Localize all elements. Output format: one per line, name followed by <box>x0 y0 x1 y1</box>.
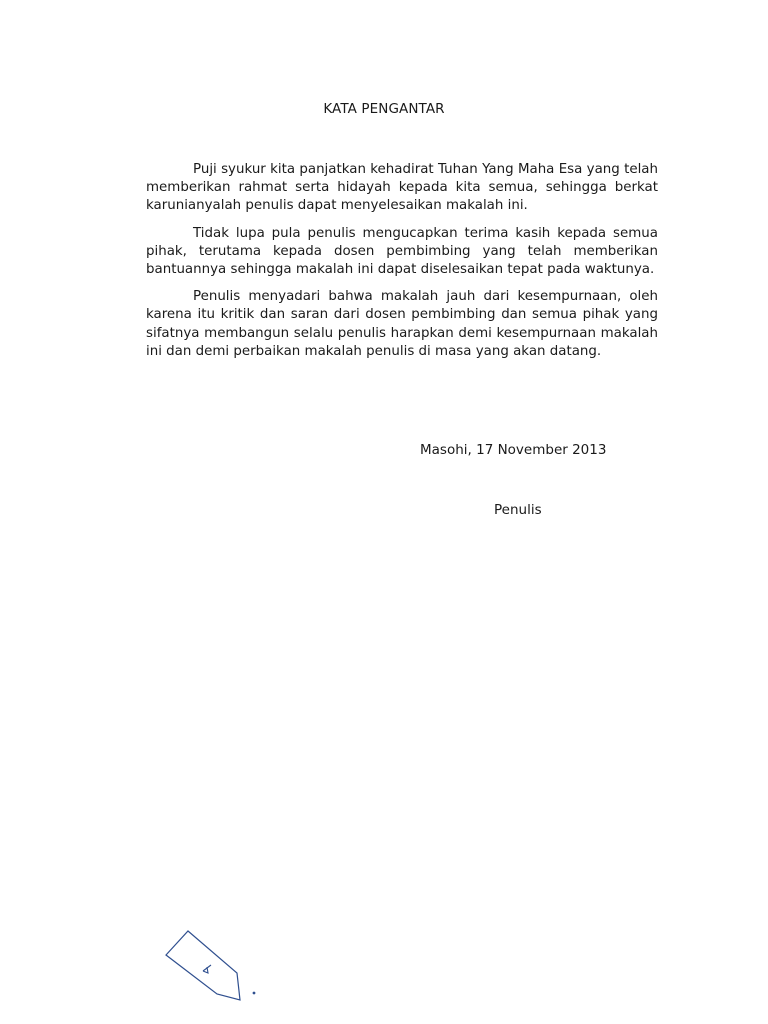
paragraph-2: Tidak lupa pula penulis mengucapkan terima kasih kepada semua pihak, terutama kepada dosen pembimbing yang telah memberikan bantuannya sehingga makalah ini dapat diselesaikan tepat pada waktunya. <box>146 225 658 278</box>
paragraph-1: Puji syukur kita panjatkan kehadirat Tuhan Yang Maha Esa yang telah memberikan rahmat serta hidayah kepada kita semua, sehingga berkat karunianyalah penulis dapat menyelesaikan makalah ini. <box>146 162 658 214</box>
signer-name: Penulis <box>494 502 542 518</box>
paragraph-3: Penulis menyadari bahwa makalah jauh dari kesempurnaan, oleh karena itu kritik dan saran dari dosen pembimbing dan semua pihak yang sifatnya membangun selalu penulis harapkan demi kesempurnaan makalah ini dan demi perbaikan makalah penulis di masa yang akan datang. <box>146 289 658 359</box>
pencil-shape-icon <box>160 924 260 1008</box>
body-text <box>146 161 658 370</box>
place-date: Masohi, 17 November 2013 <box>420 442 607 458</box>
page-title: KATA PENGANTAR <box>323 101 445 117</box>
